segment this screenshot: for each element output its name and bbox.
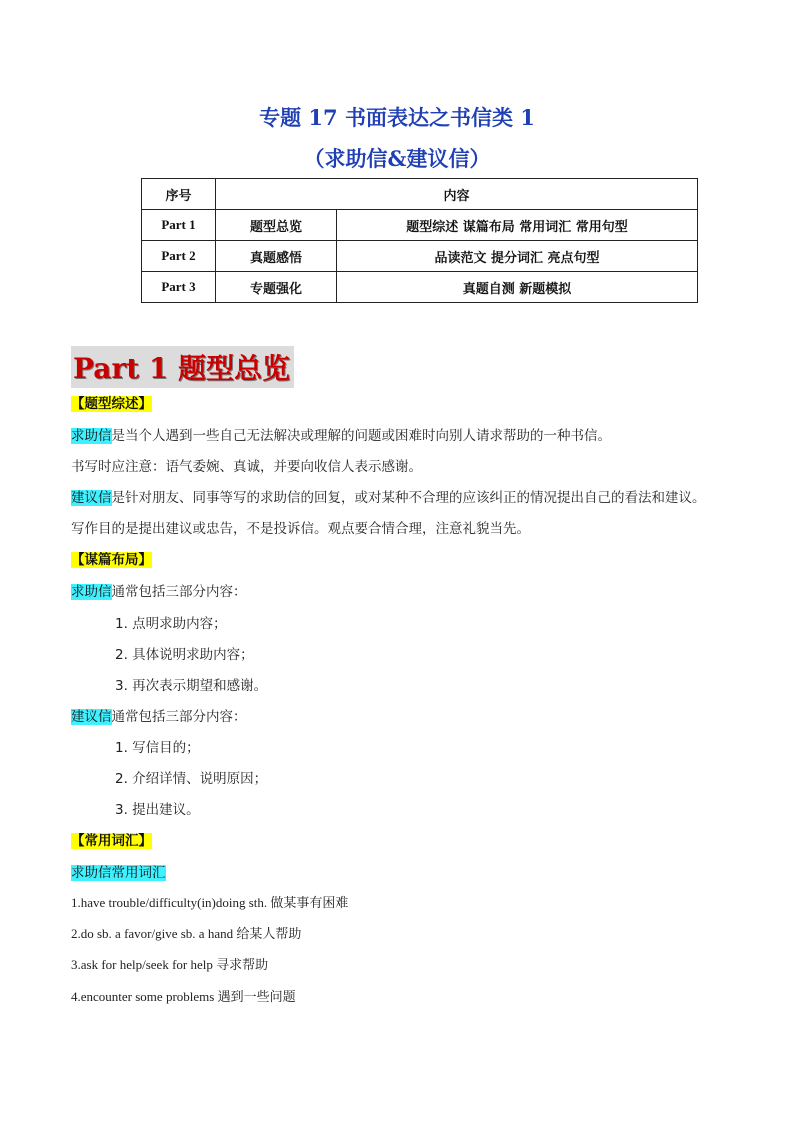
overview-paragraph-1	[71, 424, 611, 444]
list-item: 1. 写信目的；	[115, 740, 200, 756]
row-part: Part 1	[142, 210, 216, 241]
layout-help-text: 通常包括三部分内容：	[111, 584, 247, 600]
term-help-letter: 求助信	[71, 584, 112, 600]
vocab-subtitle: 求助信常用词汇	[71, 865, 166, 881]
term-advice-letter: 建议信	[71, 709, 112, 725]
contents-table	[141, 178, 698, 303]
section-label-vocab	[71, 829, 152, 849]
table-row	[142, 272, 698, 303]
row-topic: 真题感悟	[216, 241, 337, 272]
list-item: 2. 介绍详情、说明原因；	[115, 771, 268, 787]
part1-heading: Part 1 题型总览	[71, 346, 294, 388]
list-item: 1. 点明求助内容；	[115, 616, 227, 632]
vocab-item: 3.ask for help/seek for help 寻求帮助	[71, 957, 269, 972]
row-part: Part 3	[142, 272, 216, 303]
document-subtitle: （求助信&建议信）	[303, 146, 491, 171]
row-topic: 题型总览	[216, 210, 337, 241]
section-label-overview	[71, 392, 152, 412]
document-title: 专题 17 书面表达之书信类 1	[259, 105, 535, 130]
layout-advice-intro	[71, 705, 247, 725]
overview-paragraph-4: 写作目的是提出建议或忠告，不是投诉信。观点要合情合理，注意礼貌当先。	[71, 521, 530, 537]
vocab-item: 1.have trouble/difficulty(in)doing sth. 做某事有困难	[71, 895, 349, 910]
term-advice-letter: 建议信	[71, 490, 112, 506]
header-content: 内容	[216, 179, 698, 210]
list-item: 3. 提出建议。	[115, 802, 200, 818]
row-content: 品读范文 提分词汇 亮点句型	[337, 241, 698, 272]
overview-paragraph-2: 书写时应注意：语气委婉、真诚，并要向收信人表示感谢。	[71, 459, 422, 475]
list-item: 2. 具体说明求助内容；	[115, 647, 254, 663]
list-item: 3. 再次表示期望和感谢。	[115, 678, 268, 694]
header-no: 序号	[142, 179, 216, 210]
term-help-letter: 求助信	[71, 428, 112, 444]
overview-p3-text: 是针对朋友、同事等写的求助信的回复，或对某种不合理的应该纠正的情况提出自己的看法和建议。	[111, 490, 706, 506]
row-topic: 专题强化	[216, 272, 337, 303]
section-label-layout	[71, 548, 152, 568]
vocab-item: 2.do sb. a favor/give sb. a hand 给某人帮助	[71, 926, 302, 941]
overview-p1-text: 是当个人遇到一些自己无法解决或理解的问题或困难时向别人请求帮助的一种书信。	[111, 428, 611, 444]
overview-label: 【题型综述】	[71, 396, 152, 412]
layout-advice-text: 通常包括三部分内容：	[111, 709, 247, 725]
table-header-row	[142, 179, 698, 210]
vocab-label: 【常用词汇】	[71, 833, 152, 849]
layout-label: 【谋篇布局】	[71, 552, 152, 568]
layout-help-intro	[71, 580, 247, 600]
overview-paragraph-3	[71, 486, 706, 506]
row-content: 真题自测 新题模拟	[337, 272, 698, 303]
vocab-subtitle-line	[71, 861, 166, 881]
table-row	[142, 241, 698, 272]
row-part: Part 2	[142, 241, 216, 272]
vocab-item: 4.encounter some problems 遇到一些问题	[71, 989, 296, 1004]
row-content: 题型综述 谋篇布局 常用词汇 常用句型	[337, 210, 698, 241]
table-row	[142, 210, 698, 241]
